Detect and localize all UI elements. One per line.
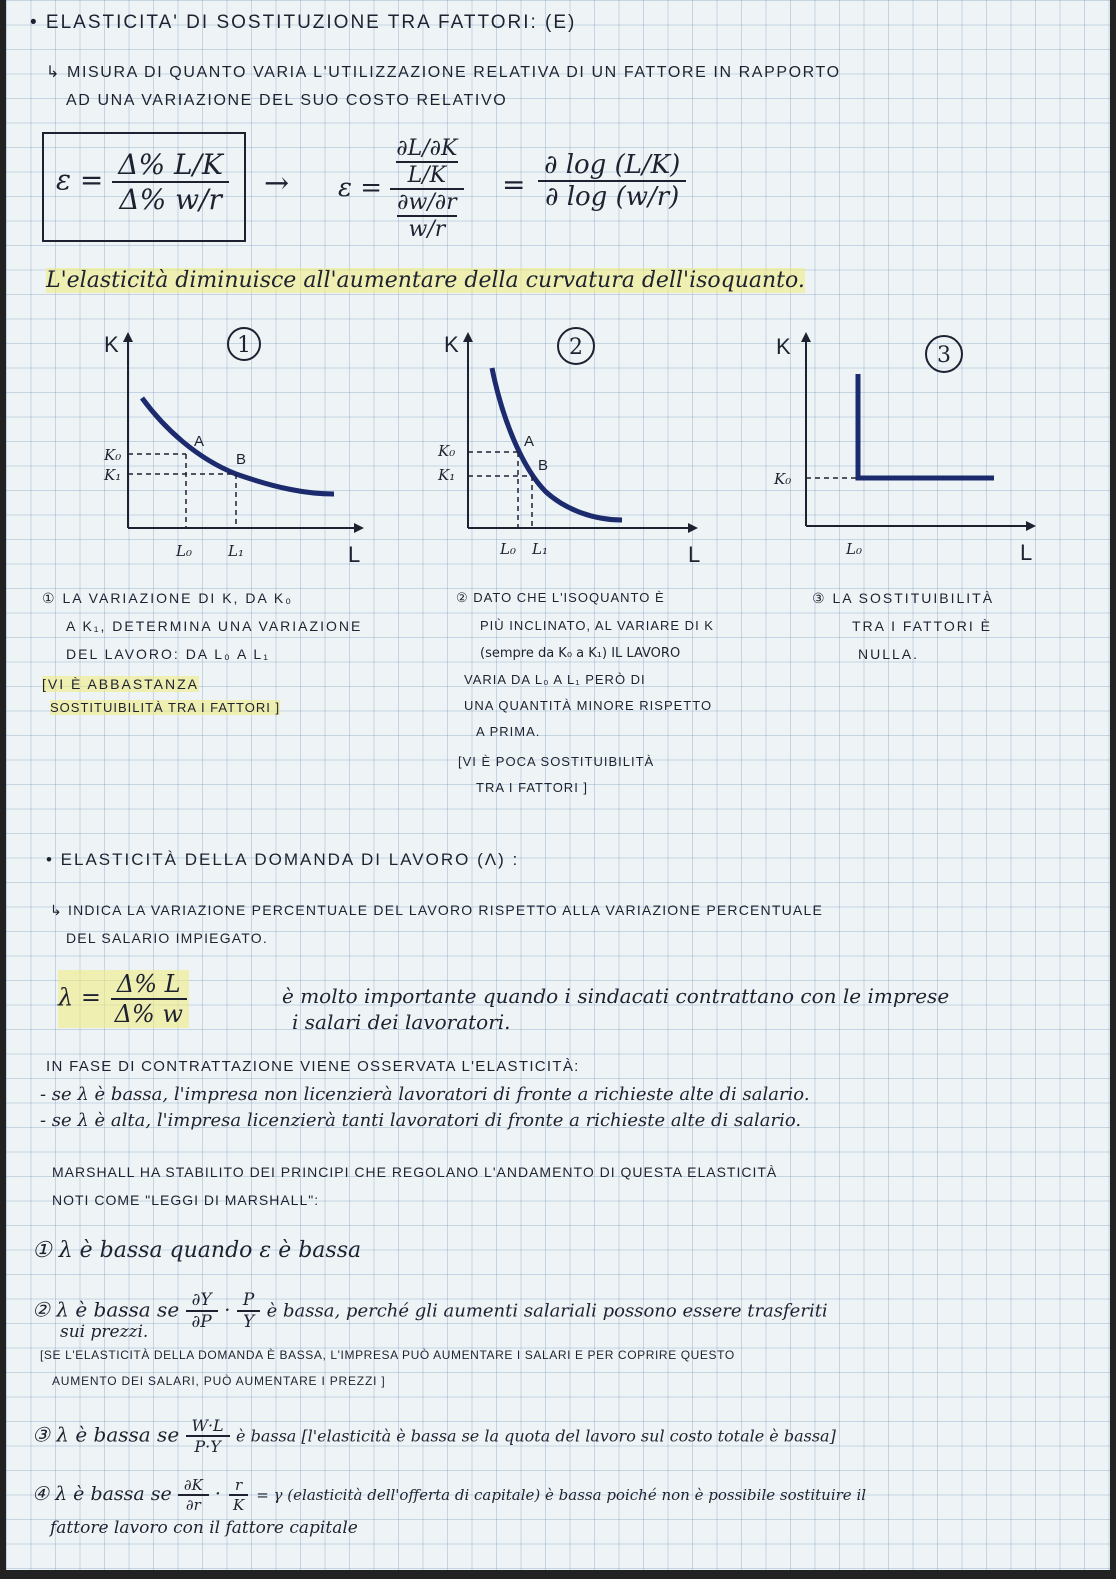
marshall-line1: MARSHALL HA STABILITO DEI PRINCIPI CHE REGOLANO L'ANDAMENTO DI QUESTA ELASTICITÀ [52,1164,778,1180]
graph2-y-tick-1: K₁ [438,466,456,484]
law2-prefix: ② λ è bassa se [32,1297,180,1322]
graph2-x-tick-1: L₁ [532,540,548,558]
isoquant-graph-2 [426,318,726,568]
law3-prefix: ③ λ è bassa se [32,1422,180,1447]
caption-1-line: ① LA VARIAZIONE DI K, DA K₀ [42,590,294,606]
formula-equals: = [502,168,526,201]
graph2-y-tick-0: K₀ [438,442,456,460]
law2-fraction-1-num: ∂Y [186,1290,218,1312]
caption-1-line: [VI È ABBASTANZA [42,676,200,692]
labor-formula-num: Δ% L [111,970,187,1000]
graph2-point-b: B [538,457,549,474]
graph1-y-tick-0: K₀ [104,446,122,464]
graph1-x-tick-0: L₀ [176,542,192,560]
graph3-y-tick-0: K₀ [774,470,792,488]
isoquant-graph-3 [754,318,1054,568]
graph3-y-axis: K [776,334,791,359]
graph3-x-axis: L [1020,540,1033,565]
law4-fraction-2-num: r [229,1476,248,1496]
graph1-x-axis: L [348,542,361,567]
caption-2-line: (sempre da K₀ a K₁) IL LAVORO [480,646,681,661]
labor-formula-lhs: λ = [58,983,101,1012]
graph1-point-b: B [236,451,247,468]
law4-fraction-2 [227,1476,250,1514]
law4-fraction-2-den: K [232,1496,245,1514]
formula-fraction-3-den: ∂ log (w/r) [545,182,680,212]
caption-1-line: A K₁, DETERMINA UNA VARIAZIONE [66,618,363,634]
law3-fraction-num: W·L [186,1416,230,1437]
formula-fraction-2-den-bottom: w/r [408,217,446,242]
law2-fraction-2-den: Y [242,1312,255,1332]
law2-text: è bassa, perché gli aumenti salariali possono essere trasferiti [266,1300,828,1322]
caption-1-line: SOSTITUIBILITÀ TRA I FATTORI ] [50,700,281,715]
law2-fraction-1-den: ∂P [191,1312,212,1332]
graph2-y-axis: K [444,332,459,357]
formula-fraction-2-num [390,136,463,190]
formula-fraction-2-num-bottom: L/K [407,163,447,188]
formula-fraction-1 [112,148,229,216]
law2-note-line1: [SE L'ELASTICITÀ DELLA DOMANDA È BASSA, L'IMPRESA PUÒ AUMENTARE I SALARI E PER COPRIRE QUESTO [40,1348,735,1362]
caption-2-line: PIÙ INCLINATO, AL VARIARE DI K [480,618,714,633]
law3-text: è bassa [l'elasticità è bassa se la quota del lavoro sul costo totale è bassa] [236,1426,836,1446]
formula-fraction-2 [390,136,463,242]
formula-fraction-1-num: Δ% L/K [112,148,229,183]
graph1-x-tick-1: L₁ [228,542,244,560]
law2-note-line2: AUMENTO DEI SALARI, PUÒ AUMENTARE I PREZZI ] [52,1374,386,1388]
graph3-x-tick-0: L₀ [846,540,862,558]
caption-2-line: A PRIMA. [476,724,541,739]
caption-1-line: DEL LAVORO: DA L₀ A L₁ [66,646,270,662]
labor-formula-fraction [109,970,189,1028]
caption-2-line: ② DATO CHE L'ISOQUANTO È [456,590,665,605]
law2-text-cont: sui prezzi. [60,1322,149,1342]
formula-fraction-1-den: Δ% w/r [119,183,222,216]
law4-text: = γ (elasticità dell'offerta di capitale) è bassa poiché non è possibile sostituire il [256,1486,867,1504]
graph3-number: 3 [937,343,951,368]
marshall-law-4 [32,1476,866,1514]
graph2-x-tick-0: L₀ [500,540,516,558]
section2-definition-line2: DEL SALARIO IMPIEGATO. [66,930,268,946]
law4-fraction-1 [178,1476,209,1514]
formula-lhs: ε = [56,163,104,197]
labor-formula-den: Δ% w [114,1000,183,1028]
formula-log-ratio [538,150,686,212]
marshall-law-3 [32,1416,836,1456]
formula-arrow: → [264,166,290,201]
graph1-y-axis: K [104,332,119,357]
curvature-note: L'elasticità diminuisce all'aumentare della curvatura dell'isoquanto. [46,268,805,293]
caption-2-line: [VI È POCA SOSTITUIBILITÀ [458,754,655,769]
formula-fraction-3-num: ∂ log (L/K) [538,150,686,182]
elasticity-formula [56,148,229,216]
graph1-y-tick-1: K₁ [104,466,122,484]
notebook-page [6,0,1110,1570]
graph1-number: 1 [237,333,251,358]
marshall-law-2 [32,1290,828,1332]
section1-definition-line2: AD UNA VARIAZIONE DEL SUO COSTO RELATIVO [66,92,508,109]
law2-fraction-2-num: P [237,1290,260,1312]
graph2-number: 2 [569,335,583,360]
elasticity-derivative-formula [338,136,464,242]
caption-2-line: TRA I FATTORI ] [476,780,589,795]
formula-fraction-2-den-top: ∂w/∂r [397,190,457,215]
labor-note-line2: i salari dei lavoratori. [292,1010,511,1034]
law4-fraction-1-den: ∂r [185,1496,201,1514]
marshall-law-1: ① λ è bassa quando ε è bassa [32,1238,362,1263]
section1-title: • ELASTICITA' DI SOSTITUZIONE TRA FATTORI: (Ε) [30,12,577,33]
formula-mid: ε = [338,173,383,203]
formula-fraction-2-num-top: ∂L/∂K [396,136,458,161]
isoquant-graph-1 [86,318,386,568]
labor-note-line1: è molto importante quando i sindacati contrattano con le imprese [282,984,950,1008]
graph2-point-a: A [524,433,535,450]
caption-3-line: NULLA. [858,646,920,662]
section1-definition-line1: ↳ MISURA DI QUANTO VARIA L'UTILIZZAZIONE RELATIVA DI UN FATTORE IN RAPPORTO [46,64,841,81]
formula-fraction-2-den [391,190,463,242]
marshall-line2: NOTI COME "LEGGI DI MARSHALL": [52,1192,320,1208]
contract-line2: - se λ è bassa, l'impresa non licenzierà lavoratori di fronte a richieste alte di salario. [40,1084,810,1105]
law3-fraction [186,1416,230,1456]
caption-2-line: VARIA DA L₀ A L₁ PERÒ DI [464,672,646,687]
law2-fraction-2 [237,1290,260,1332]
caption-2-line: UNA QUANTITÀ MINORE RISPETTO [464,698,713,713]
law2-dot: · [224,1297,231,1322]
law4-dot: · [214,1483,221,1505]
caption-3-line: ③ LA SOSTITUIBILITÀ [812,590,995,606]
law4-text-cont: fattore lavoro con il fattore capitale [50,1518,358,1538]
law4-fraction-1-num: ∂K [178,1476,209,1496]
graph2-x-axis: L [688,542,701,567]
law4-prefix: ④ λ è bassa se [32,1483,172,1505]
law3-fraction-den: P·Y [194,1437,221,1456]
labor-demand-formula [58,970,189,1028]
contract-line3: - se λ è alta, l'impresa licenzierà tanti lavoratori di fronte a richieste alte di salario. [40,1110,802,1131]
section2-definition-line1: ↳ INDICA LA VARIAZIONE PERCENTUALE DEL LAVORO RISPETTO ALLA VARIAZIONE PERCENTUALE [50,902,823,918]
section2-title: • ELASTICITÀ DELLA DOMANDA DI LAVORO (Λ) : [46,850,520,869]
caption-3-line: TRA I FATTORI È [852,618,992,634]
law2-fraction-1 [186,1290,218,1332]
formula-fraction-3 [538,150,686,212]
graph1-point-a: A [194,433,205,450]
contract-line1: IN FASE DI CONTRATTAZIONE VIENE OSSERVATA L'ELASTICITÀ: [46,1058,580,1075]
